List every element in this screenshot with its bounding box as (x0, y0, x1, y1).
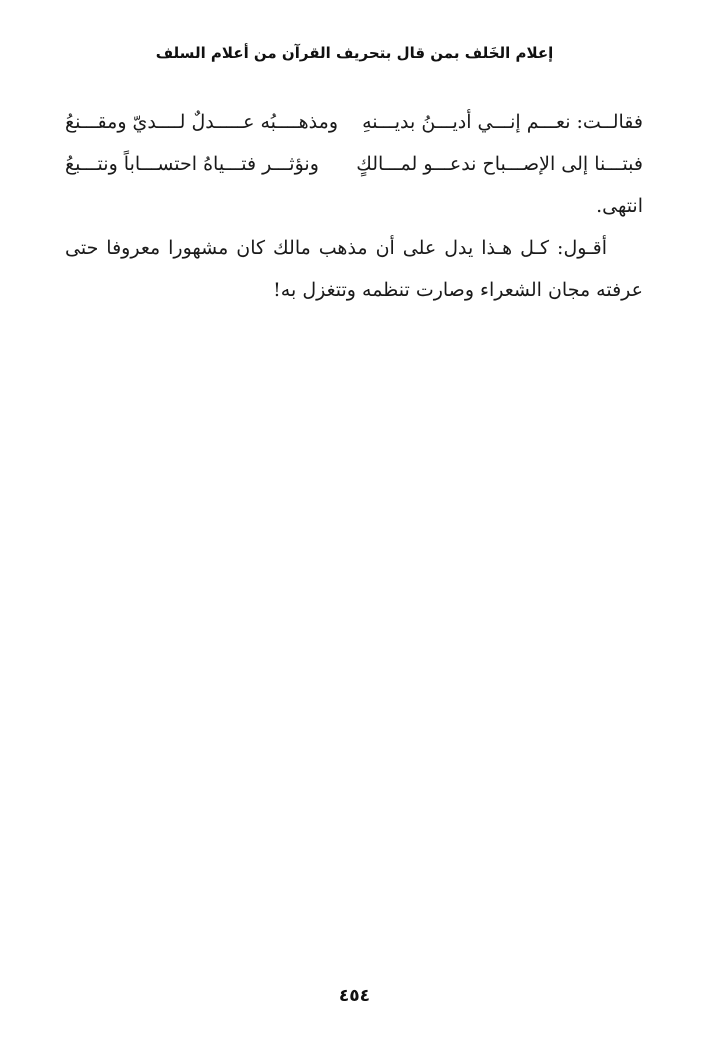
poem-line-1-second-hemistich: ومذهــــبُه عـــــدلٌ لــــديّ ومقـــنعُ (65, 111, 339, 133)
running-header-title: إعلام الخَلف بمن قال بتحريف القرآن من أعلام السلف (155, 44, 554, 62)
poem-block (65, 101, 643, 185)
end-marker: انتهى. (596, 195, 643, 217)
poem-line-2-first-hemistich: فبتـــنا إلى الإصـــباح ندعـــو لمـــالكٍ (356, 153, 643, 175)
body-text (65, 185, 643, 311)
poem-line-2-second-hemistich: ونؤثـــر فتـــياهُ احتســـاباً ونتـــبعُ (65, 153, 319, 175)
poem-line-1-first-hemistich: فقالــت: نعـــم إنـــي أديـــنُ بديـــنهِ (362, 111, 643, 133)
page-number: ٤٥٤ (338, 986, 371, 1006)
poem-line (65, 101, 643, 143)
paragraph-line-1: أقـول: كـل هـذا يدل على أن مذهب مالك كان مشهورا معروفا حتى (65, 237, 607, 259)
poem-line (65, 143, 643, 185)
paragraph-line-2: عرفته مجان الشعراء وصارت تنظمه وتتغزل به! (273, 279, 643, 301)
